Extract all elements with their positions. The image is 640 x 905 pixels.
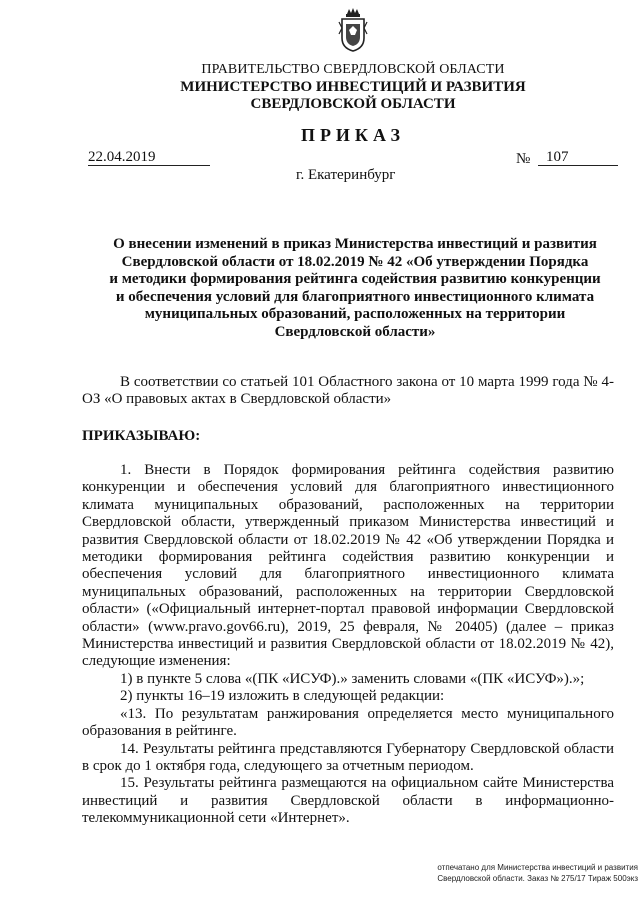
document-title (86, 236, 624, 342)
paragraph: 1. Внести в Порядок формирования рейтинга содействия развитию конкуренции и обеспечения условий для благоприятного инвестиционного климата муниципальных образований, расположенных на территории Свердловской области, утвержденный приказом Министерства инвестиций и развития Свердловской области от 18.02.2019 № 42 «Об утверждении Порядка и методики формирования рейтинга содействия развитию конкуренции и обеспечения условий для благоприятного инвестиционного климата муниципальных образований, расположенных на территории Свердловской области» («Официальный интернет-портал правовой информации Свердловской области» (www.pravo.gov66.ru), 2019, 25 февраля, № 20405) (далее – приказ Министерства инвестиций и развития Свердловской области от 18.02.2019 № 42), следующие изменения: (82, 462, 614, 670)
preamble: В соответствии со статьей 101 Областного закона от 10 марта 1999 года № 4-ОЗ «О правовых актах в Свердловской области» (82, 374, 614, 408)
number-label: № (516, 151, 531, 167)
document-number: 107 (538, 149, 618, 166)
title-line: Свердловской области от 18.02.2019 № 42 «Об утверждении Порядка (121, 253, 589, 270)
title-line: Свердловской области» (274, 323, 436, 340)
document-type-heading: ПРИКАЗ (300, 125, 406, 145)
footer-line: Свердловской области. Заказ № 275/17 Тираж 500экз (437, 874, 638, 883)
paragraph: 2) пункты 16–19 изложить в следующей редакции: (120, 688, 445, 705)
coat-of-arms-icon (338, 8, 368, 52)
title-line: и методики формирования рейтинга содействия развитию конкуренции (109, 271, 601, 288)
city: г. Екатеринбург (296, 167, 396, 183)
paragraph: 15. Результаты рейтинга размещаются на официальном сайте Министерства инвестиций и развития Свердловской области в информационно-телекоммуникационной сети «Интернет». (82, 775, 614, 827)
order-word: ПРИКАЗЫВАЮ: (82, 428, 201, 444)
title-line: и обеспечения условий для благоприятного инвестиционного климата (115, 288, 595, 305)
paragraph: 1) в пункте 5 слова «(ПК «ИСУФ).» заменить словами «(ПК «ИСУФ»).»; (120, 670, 585, 687)
footer-line: отпечатано для Министерства инвестиций и развития (437, 863, 638, 872)
paragraph: «13. По результатам ранжирования определяется место муниципального образования в рейтинге. (82, 705, 614, 740)
government-heading: ПРАВИТЕЛЬСТВО СВЕРДЛОВСКОЙ ОБЛАСТИ (201, 62, 505, 77)
order-items (82, 462, 614, 828)
paragraph: 14. Результаты рейтинга представляются Губернатору Свердловской области в срок до 1 октября года, следующего за отчетным периодом. (82, 740, 614, 774)
document-date: 22.04.2019 (88, 149, 210, 166)
title-line: О внесении изменений в приказ Министерства инвестиций и развития (113, 236, 597, 252)
ministry-heading-line1: МИНИСТЕРСТВО ИНВЕСТИЦИЙ И РАЗВИТИЯ (180, 79, 526, 95)
title-line: муниципальных образований, расположенных на территории (144, 306, 566, 323)
ministry-heading-line2: СВЕРДЛОВСКОЙ ОБЛАСТИ (250, 96, 456, 112)
print-footer (412, 862, 638, 884)
